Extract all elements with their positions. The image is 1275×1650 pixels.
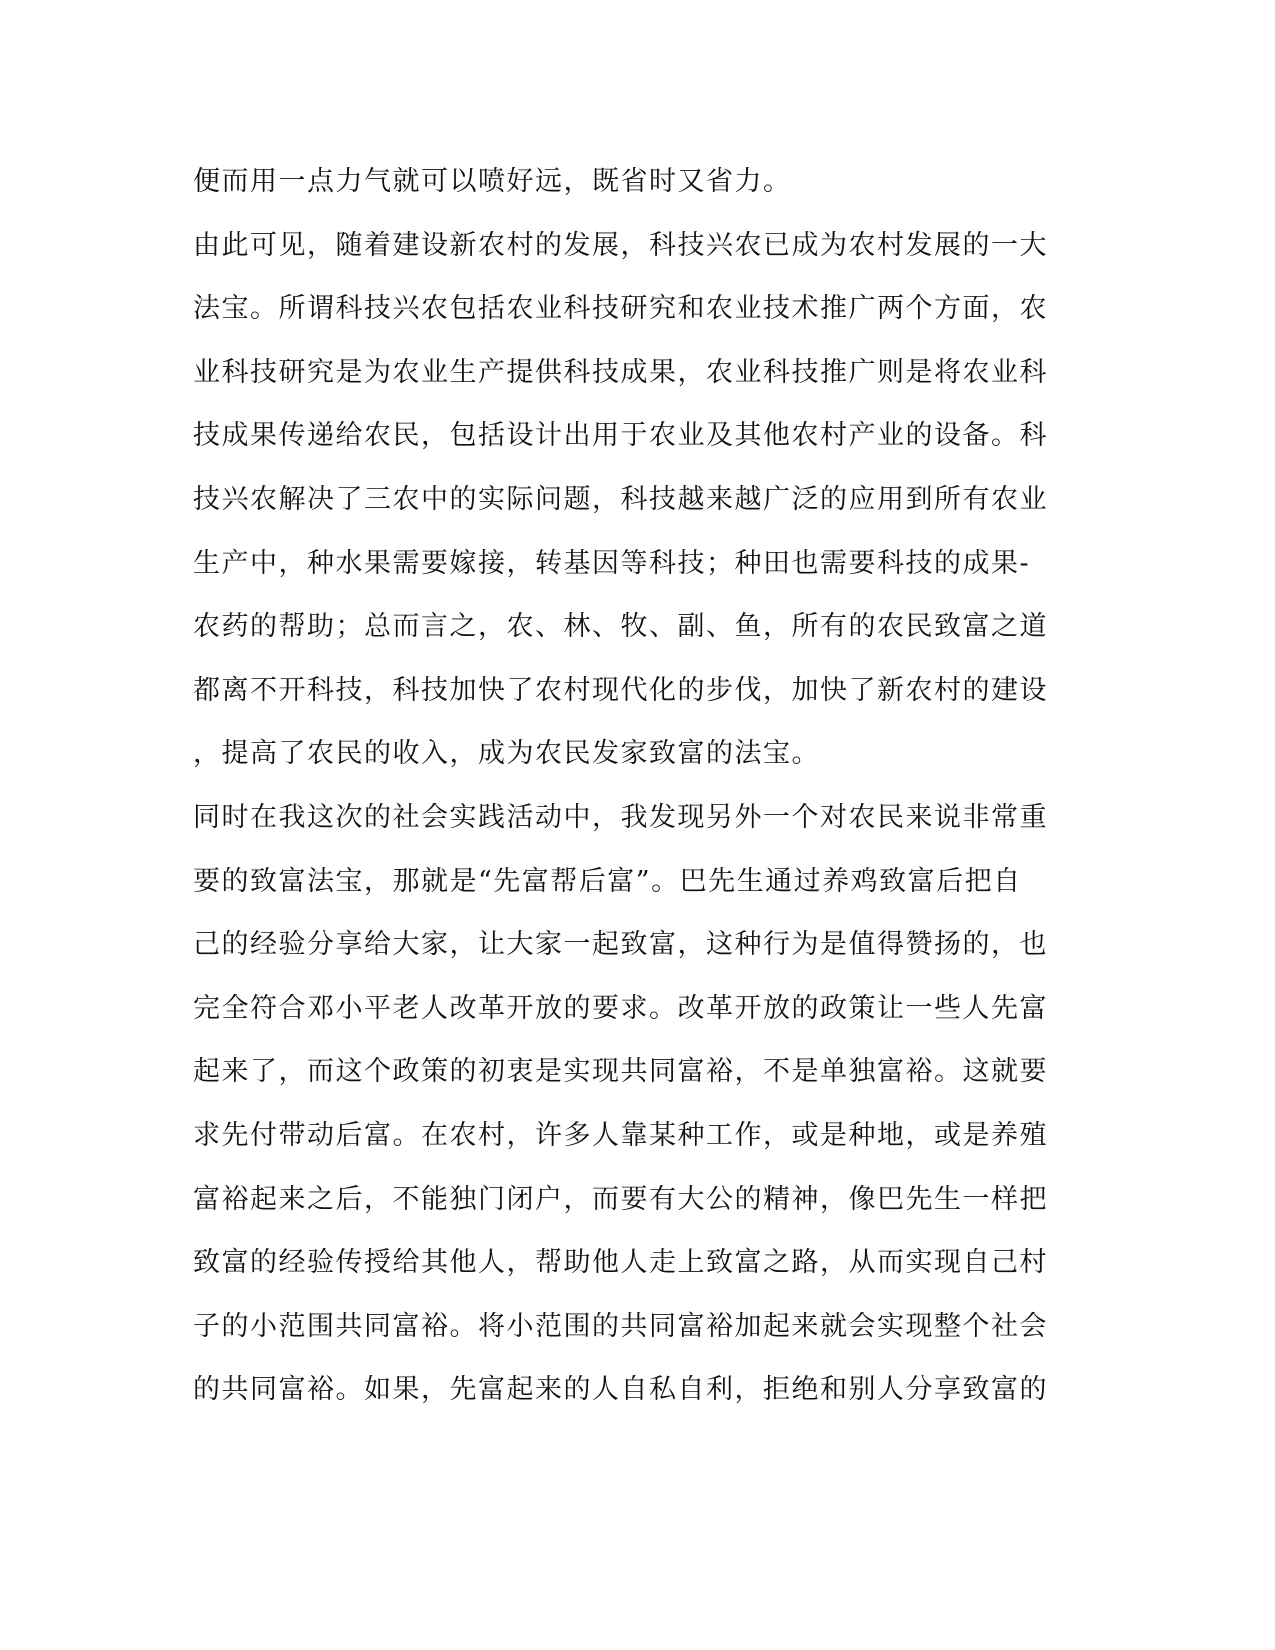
text-line: 生产中，种水果需要嫁接，转基因等科技；种田也需要科技的成果-: [193, 547, 1031, 579]
text-line: ，提高了农民的收入，成为农民发家致富的法宝。: [193, 738, 820, 770]
text-line: 完全符合邓小平老人改革开放的要求。改革开放的政策让一些人先富: [193, 992, 1048, 1024]
text-line: 致富的经验传授给其他人，帮助他人走上致富之路，从而实现自己村: [193, 1247, 1048, 1279]
text-line: 富裕起来之后，不能独门闭户，而要有大公的精神，像巴先生一样把: [193, 1183, 1048, 1215]
text-line: 的共同富裕。如果，先富起来的人自私自利，拒绝和别人分享致富的: [193, 1374, 1048, 1406]
text-line: 起来了，而这个政策的初衷是实现共同富裕，不是单独富裕。这就要: [193, 1056, 1048, 1088]
text-line: 子的小范围共同富裕。将小范围的共同富裕加起来就会实现整个社会: [193, 1310, 1048, 1342]
body-text: [193, 150, 1073, 1422]
text-line: 由此可见，随着建设新农村的发展，科技兴农已成为农村发展的一大: [193, 229, 1048, 261]
text-line: 便而用一点力气就可以喷好远，既省时又省力。: [193, 166, 792, 197]
text-line: 法宝。所谓科技兴农包括农业科技研究和农业技术推广两个方面，农: [193, 293, 1048, 325]
text-line: 同时在我这次的社会实践活动中，我发现另外一个对农民来说非常重: [193, 801, 1048, 833]
text-line: 技成果传递给农民，包括设计出用于农业及其他农村产业的设备。科: [193, 420, 1048, 452]
text-line: 农药的帮助；总而言之，农、林、牧、副、鱼，所有的农民致富之道: [193, 611, 1048, 643]
text-line: 要的致富法宝，那就是“先富帮后富”。巴先生通过养鸡致富后把自: [193, 865, 1022, 897]
text-line: 求先付带动后富。在农村，许多人靠某种工作，或是种地，或是养殖: [193, 1119, 1048, 1151]
text-line: 都离不开科技，科技加快了农村现代化的步伐，加快了新农村的建设: [193, 674, 1048, 706]
text-line: 己的经验分享给大家，让大家一起致富，这种行为是值得赞扬的，也: [193, 929, 1048, 961]
text-line: 业科技研究是为农业生产提供科技成果，农业科技推广则是将农业科: [193, 356, 1048, 388]
text-line: 技兴农解决了三农中的实际问题，科技越来越广泛的应用到所有农业: [193, 483, 1048, 515]
